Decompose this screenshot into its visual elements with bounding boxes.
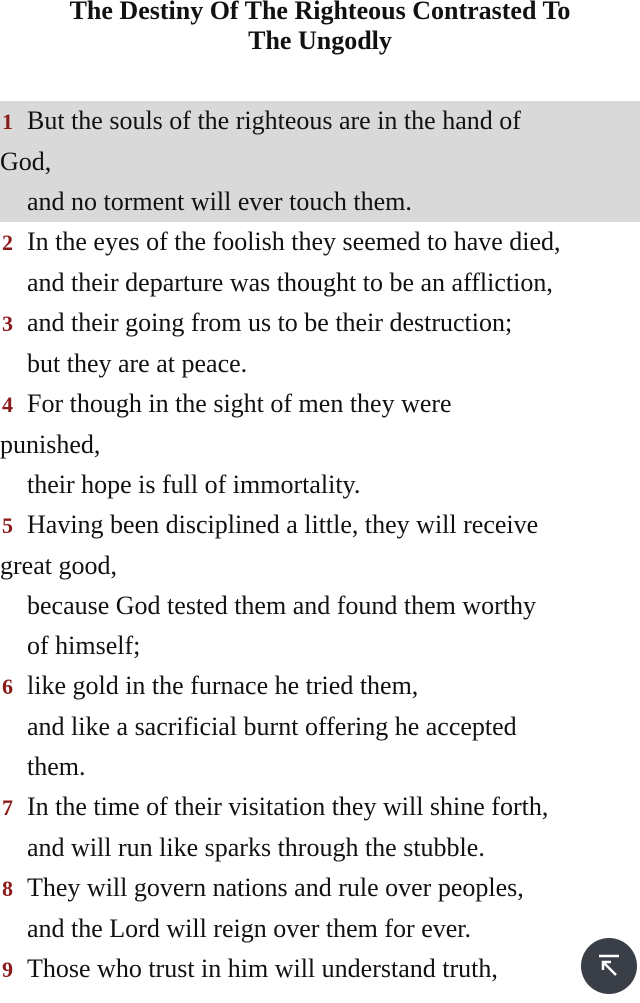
verse-text: punished, [0,430,101,459]
verse-3[interactable] [0,303,640,384]
verse-text: Having been disciplined a little, they will receive [27,510,539,539]
verse-text: Those who trust in him will understand truth, [27,954,498,983]
arrow-up-left-icon [596,953,622,979]
verse-number: 2 [2,230,13,255]
verse-5[interactable] [0,505,640,666]
verse-number: 1 [2,109,13,134]
verse-number: 7 [2,795,13,820]
verse-8[interactable] [0,868,640,949]
verse-text: God, [0,147,52,176]
verse-text: and their departure was thought to be an affliction, [27,268,553,297]
verse-2[interactable] [0,222,640,303]
verse-text: because God tested them and found them worthy [27,591,537,620]
verse-text: and their going from us to be their destruction; [27,308,513,337]
verse-number: 3 [2,311,13,336]
title-line-1: The Destiny Of The Righteous Contrasted To [69,0,571,25]
verse-1[interactable] [0,101,640,222]
verse-text: like gold in the furnace he tried them, [27,671,419,700]
verse-text: of himself; [27,631,141,660]
verse-text: For though in the sight of men they were [27,389,452,418]
verse-text: and no torment will ever touch them. [27,187,412,216]
verse-text: They will govern nations and rule over peoples, [27,873,524,902]
verse-text: But the souls of the righteous are in the hand of [27,106,521,135]
verse-text: but they are at peace. [27,349,248,378]
title-line-2: The Ungodly [248,26,392,55]
page-title [0,0,640,56]
verse-number: 5 [2,513,13,538]
verse-7[interactable] [0,787,640,868]
verse-number: 6 [2,674,13,699]
verse-number: 8 [2,876,13,901]
verse-text: and the Lord will reign over them for ever. [27,914,472,943]
passage [0,101,640,990]
verse-6[interactable] [0,666,640,787]
verse-text: great good, [0,551,117,580]
verse-number: 4 [2,392,13,417]
verse-text: and will run like sparks through the stubble. [27,833,485,862]
verse-number: 9 [2,957,13,982]
verse-text: and like a sacrificial burnt offering he accepted [27,712,517,741]
back-to-top-button[interactable] [581,938,637,994]
verse-text: In the time of their visitation they will shine forth, [27,792,549,821]
verse-4[interactable] [0,384,640,505]
verse-text: their hope is full of immortality. [27,470,361,499]
verse-text: In the eyes of the foolish they seemed to have died, [27,227,561,256]
verse-text: them. [27,752,86,781]
verse-9[interactable] [0,949,640,990]
